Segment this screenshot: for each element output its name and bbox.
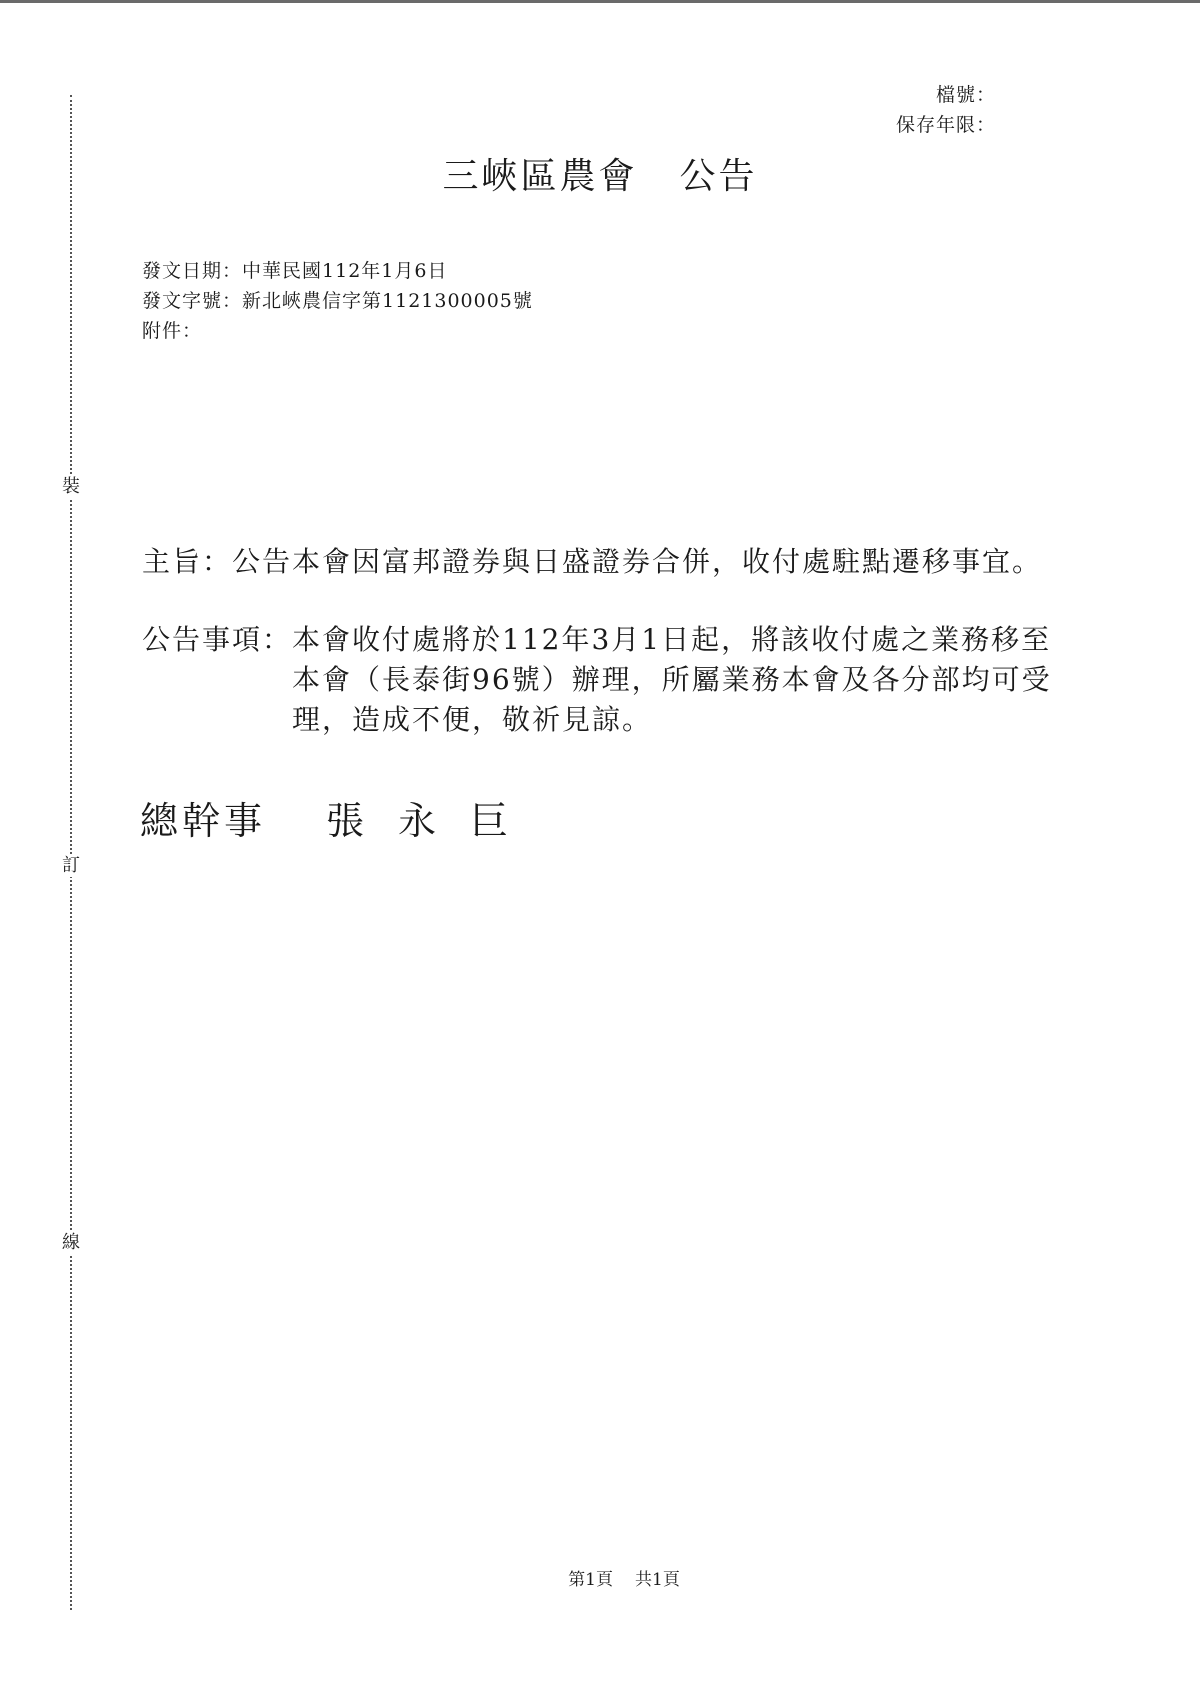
signature-name-3: 巨 (470, 799, 513, 843)
file-number-text: 檔號： (935, 84, 996, 106)
announcement-label: 公告事項： (142, 623, 293, 656)
issue-date-value: 中華民國112年1月6日 (242, 260, 448, 282)
signature-name-2: 永 (398, 799, 441, 843)
signature (140, 790, 512, 845)
signature-name-1: 張 (326, 799, 369, 843)
page-title (0, 148, 1200, 199)
binding-line (70, 95, 72, 1610)
retention-text: 保存年限： (895, 114, 996, 136)
announcement-text: 本會收付處將於112年3月1日起，將該收付處之業務移至本會（長泰街96號）辦理，所屬業務本會及各分部均可受理，造成不便，敬祈見諒。 (292, 623, 1052, 736)
signature-title: 總幹事 (140, 799, 267, 843)
page-footer (0, 1565, 1200, 1590)
subject-paragraph (142, 542, 1062, 582)
scan-top-edge (0, 0, 1200, 3)
binding-char-2: 訂 (62, 855, 80, 876)
file-number-label (936, 80, 996, 107)
announcement-paragraph (142, 620, 1062, 740)
subject-text: 公告本會因富邦證券與日盛證券合併，收付處駐點遷移事宜。 (232, 545, 1043, 578)
binding-char-1: 裝 (62, 476, 80, 497)
retention-label (896, 110, 996, 137)
page-total: 共1頁 (635, 1570, 680, 1590)
document-number-label: 發文字號： (142, 290, 243, 312)
organization-name: 三峽區農會 (442, 156, 638, 197)
document-type: 公告 (679, 156, 758, 197)
document-number (142, 286, 533, 313)
binding-char-3: 線 (62, 1232, 80, 1253)
document-number-value: 新北峽農信字第1121300005號 (242, 290, 533, 312)
attachment (142, 316, 202, 343)
subject-label: 主旨： (142, 545, 233, 578)
issue-date (142, 256, 447, 283)
attachment-label: 附件： (142, 320, 203, 342)
page-number: 第1頁 (568, 1570, 613, 1590)
issue-date-label: 發文日期： (142, 260, 243, 282)
